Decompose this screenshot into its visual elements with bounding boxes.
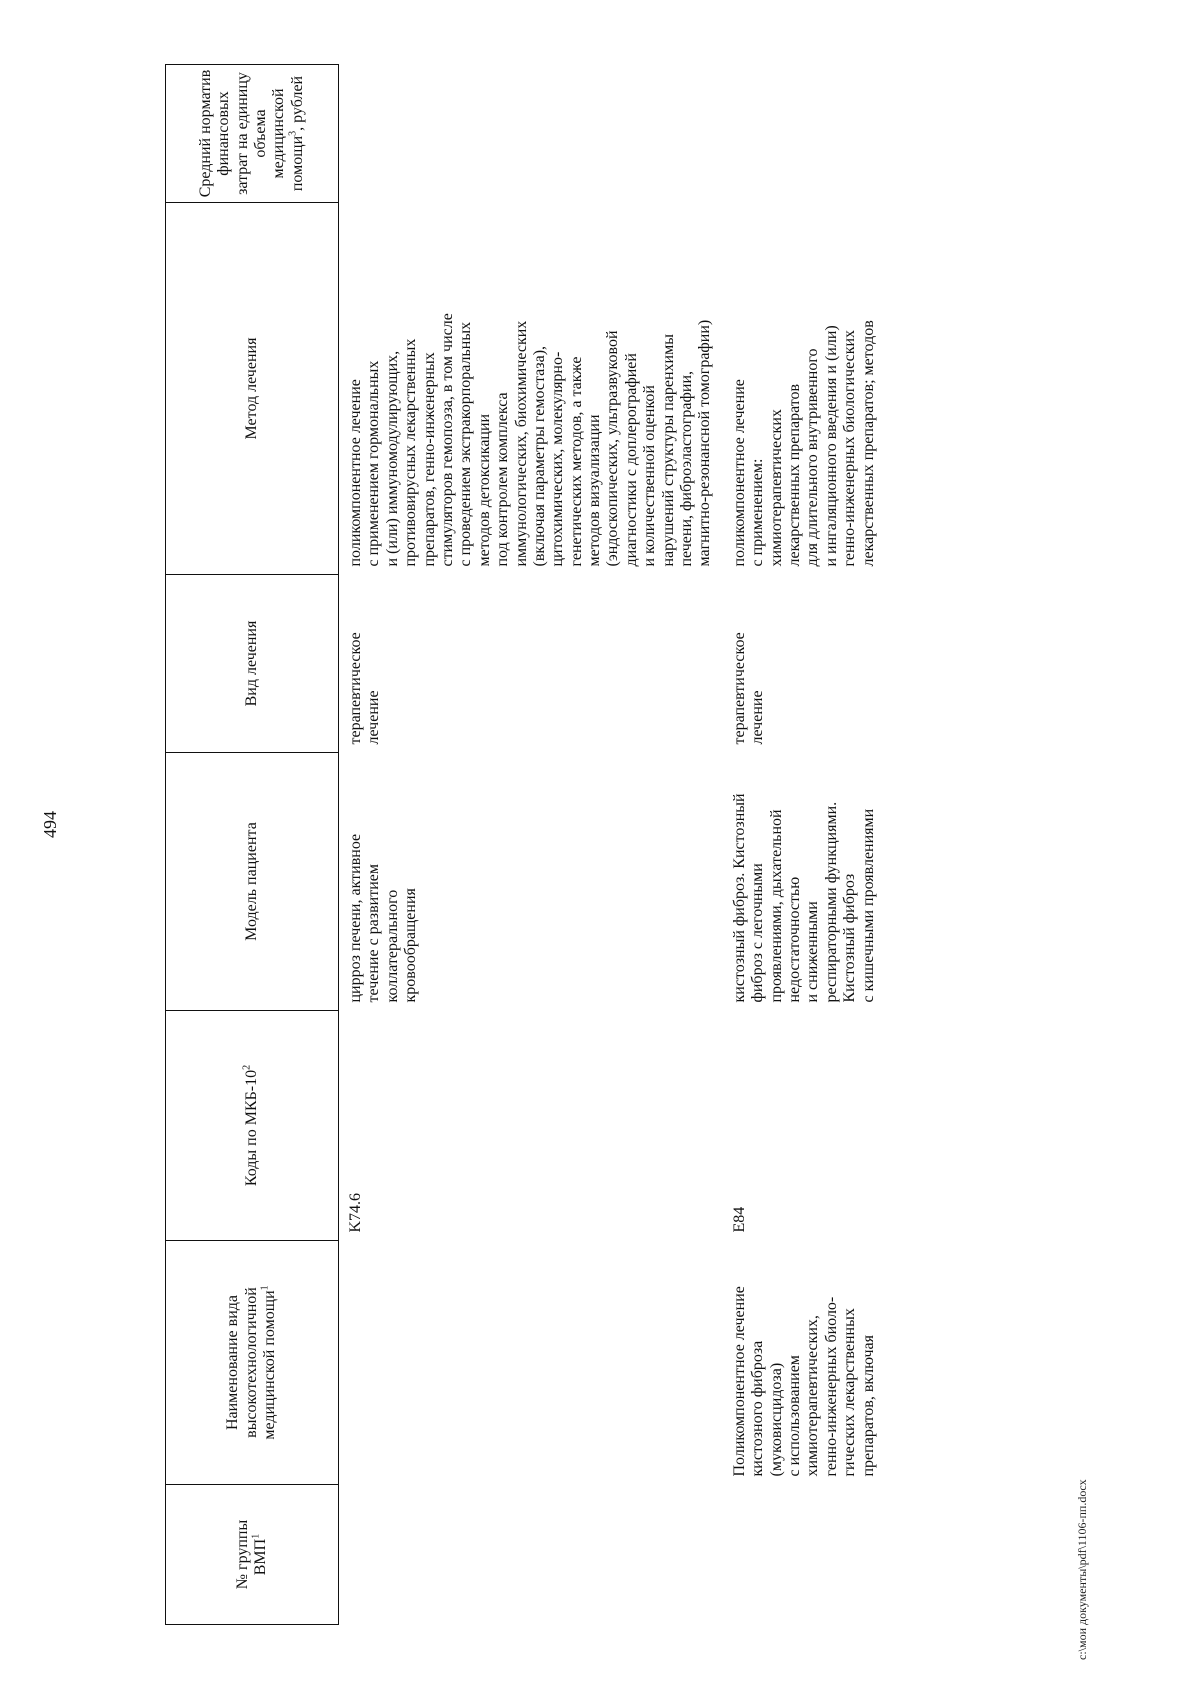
- cell-icd-code: E84: [730, 1206, 748, 1233]
- header-group-number: № группы ВМП$^1$: [166, 1485, 339, 1625]
- cell-treatment-method: поликомпонентное лечение с применением: химиотерапевтических лекарственных препаратов для длительного внутривенного и ингаляционного введения и (или) генно-инженерных биологических лекарственных препаратов; методов: [730, 320, 877, 567]
- cell-treatment-type: терапевтическое лечение: [347, 632, 383, 745]
- cell-average-cost: [339, 65, 723, 203]
- table-header-row: [166, 65, 339, 1625]
- header-average-cost: Средний норматив финансовых затрат на единицу объема медицинской помощи$^3$, рублей: [166, 65, 339, 203]
- cell-treatment-type: терапевтическое лечение: [730, 632, 767, 745]
- header-treatment-method: Метод лечения: [166, 203, 339, 575]
- cell-treatment-method: поликомпонентное лечение с применением гормональных и (или) иммуномодулирующих, противовирусных лекарственных препаратов, генно-инженерных стимуляторов гемопоэза, в том числе с проведением экстракорпоральных методов детоксикации под контролем комплекса иммунологических, биохимических (включая параметры гемостаза), цитохимических, молекулярно- генетических методов, а также методов визуализации (эндоскопических, ультразвуковой диагностики с доплерографией и количественной оценкой нарушений структуры паренхимы печени, фиброэластографии, магнитно-резонансной томографии): [347, 313, 714, 567]
- vmp-table: [165, 64, 886, 1625]
- header-patient-model: Модель пациента: [166, 753, 339, 1011]
- table-row: [723, 65, 886, 1625]
- cell-care-name: [339, 1241, 723, 1485]
- header-treatment-type: Вид лечения: [166, 575, 339, 753]
- cell-care-name: Поликомпонентное лечение кистозного фиброза (муковисцидоза) с использованием химиотерапевтических, генно-инженерных биоло- гических лекарственных препаратов, включая: [730, 1286, 877, 1477]
- table-row: [339, 65, 723, 1625]
- cell-icd-code: K74.6: [347, 1192, 364, 1233]
- cell-group: [339, 1485, 723, 1625]
- footer-file-path: c:\мои документы\pdf\1106-пп.docx: [1075, 1479, 1089, 1660]
- header-icd-codes: Коды по МКБ-$10^2$: [166, 1011, 339, 1241]
- page-number: 494: [40, 811, 60, 838]
- rotated-table-wrapper: [165, 65, 955, 1625]
- cell-average-cost: [723, 65, 886, 203]
- cell-group: [723, 1485, 886, 1625]
- header-care-name: Наименование вида высокотехнологичной медицинской помощи$^1$: [166, 1241, 339, 1485]
- cell-patient-model: кистозный фиброз. Кистозный фиброз с легочными проявлениями, дыхательной недостаточностью и сниженными респираторными функциями. Кистозный фиброз с кишечными проявлениями: [730, 793, 877, 1003]
- cell-patient-model: цирроз печени, активное течение с развитием коллатерального кровообращения: [347, 833, 420, 1003]
